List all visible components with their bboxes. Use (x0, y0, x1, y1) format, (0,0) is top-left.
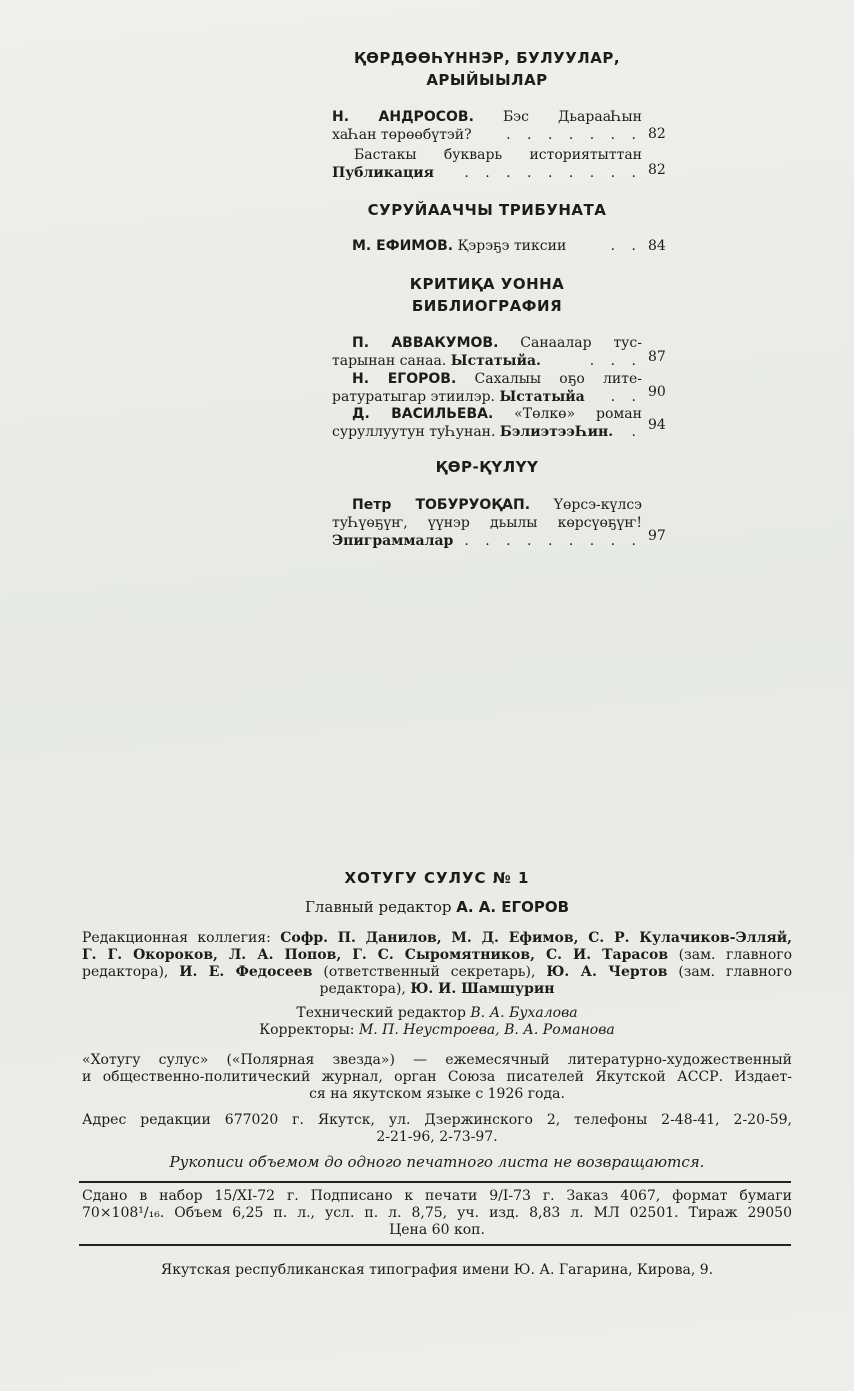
entry-title: Санаалар тус- (520, 335, 642, 351)
section-heading-2: СУРУЙААЧЧЫ ТРИБУНАТА (367, 201, 607, 219)
entry-title: «Төлкө» роман (514, 406, 642, 422)
entry-title: Үөрсэ-күлсэ (553, 497, 643, 513)
print-line: Сдано в набор 15/XI-72 г. Подписано к печати 9/I-73 г. Заказ 4067, формат бумаги (82, 1188, 792, 1204)
section-heading-4: ҚӨР-ҚҮЛҮҮ (435, 458, 539, 476)
section-heading-3-line2: БИБЛИОГРАФИЯ (411, 297, 563, 315)
entry-title-cont: хаҺан төрөөбүтэй? (332, 127, 472, 143)
tech-editor-name: В. А. Бухалова (470, 1005, 578, 1021)
entry-title-cont: туҺүөҕүҥ, үүнэр дьылы көрсүөҕүҥ! (332, 515, 642, 531)
correctors-names: М. П. Неустроева, В. А. Романова (358, 1022, 615, 1038)
address-line: Адрес редакции 677020 г. Якутск, ул. Дзержинского 2, телефоны 2-48-41, 2-20-59, (82, 1112, 792, 1128)
board-members: Г. Г. Окороков, Л. А. Попов, Г. С. Сыромятников, С. И. Тарасов (82, 947, 669, 963)
entry-genre: БэлиэтээҺин. (499, 424, 614, 440)
dot-leader: . . . (589, 353, 642, 369)
author: П. АВВАКУМОВ. (352, 335, 499, 351)
entry-genre: Эпиграммалар (332, 533, 454, 549)
entry-title: Қэрэҕэ тиксии (457, 238, 567, 254)
toc-entry-egorov (332, 370, 642, 406)
author: Д. ВАСИЛЬЕВА. (352, 406, 494, 422)
divider (79, 1181, 791, 1183)
chief-editor (82, 899, 792, 916)
author: Н. АНДРОСОВ. (332, 109, 474, 125)
printer-line: Якутская республиканская типография имени Ю. А. Гагарина, Кирова, 9. (160, 1262, 714, 1278)
author: Петр ТОБУРУОҚАП. (352, 497, 531, 513)
print-line: 70×108¹/₁₆. Объем 6,25 п. л., усл. п. л. 8,75, уч. изд. 8,83 л. МЛ 02501. Тираж 29050 (82, 1205, 792, 1221)
page-number: 97 (648, 528, 666, 544)
board-members: Софр. П. Данилов, М. Д. Ефимов, С. Р. Кулачиков-Элляй, (280, 930, 792, 946)
board-role: (ответственный секретарь), (323, 964, 536, 980)
page-number: 82 (648, 126, 666, 142)
editorial-board (82, 930, 792, 998)
toc-entry-androsov (332, 108, 642, 144)
entry-title: Сахалыы оҕо лите- (474, 371, 642, 387)
page-number: 87 (648, 349, 666, 365)
section-heading-1-line1: ҚӨРДӨӨҺҮННЭР, БУЛУУЛАР, (353, 49, 621, 67)
author: М. ЕФИМОВ. (352, 238, 454, 254)
entry-title-cont: ратуратыгар этиилэр. (332, 389, 495, 405)
manuscripts-notice: Рукописи объемом до одного печатного листа не возвращаются. (169, 1153, 705, 1171)
price: Цена 60 коп. (389, 1222, 485, 1238)
dot-leader: . (631, 424, 642, 440)
chief-editor-label: Главный редактор (304, 898, 452, 916)
section-heading-1-line2: АРЫЙЫЫЛАР (426, 71, 548, 89)
board-role: редактора), (82, 964, 169, 980)
dot-leader: . . . . . . . . . (464, 533, 642, 549)
page-number: 90 (648, 384, 666, 400)
entry-title-cont: суруллуутун туҺунан. (332, 424, 496, 440)
board-members: Ю. А. Чертов (546, 964, 668, 980)
board-members: И. Е. Федосеев (179, 964, 313, 980)
dot-leader: . . (610, 389, 642, 405)
author: Н. ЕГОРОВ. (352, 371, 457, 387)
section-heading-1 (332, 47, 642, 91)
toc-entry-avvakumov (332, 334, 642, 370)
toc-entry-toburuokap (332, 496, 642, 550)
page-number: 84 (648, 238, 666, 254)
page-number: 82 (648, 162, 666, 178)
dot-leader: . . . . . . . (506, 127, 642, 143)
entry-genre: Ыстатыйа. (450, 353, 541, 369)
journal-description (82, 1052, 792, 1103)
entry-genre: Ыстатыйа (499, 389, 585, 405)
entry-genre: Публикация (332, 165, 435, 181)
description-line: ся на якутском языке с 1926 года. (309, 1086, 565, 1102)
dot-leader: . . (610, 238, 642, 254)
address-line: 2-21-96, 2-73-97. (376, 1129, 498, 1145)
section-heading-3 (332, 273, 642, 317)
page-number: 94 (648, 417, 666, 433)
section-heading-3-line1: КРИТИҚА УОННА (409, 275, 565, 293)
dot-leader: . . . . . . . . . (464, 165, 642, 181)
entry-title: Бэс ДьарааҺын (502, 109, 643, 125)
board-role: (зам. главного (678, 964, 792, 980)
description-line: «Хотугу сулус» («Полярная звезда») — ежемесячный литературно-художественный (82, 1052, 792, 1068)
board-members: Ю. И. Шамшурин (410, 981, 555, 997)
toc-entry-vasilyeva (332, 405, 642, 441)
toc-entry-bukvar (332, 146, 642, 182)
tech-editor-label: Технический редактор (296, 1005, 466, 1021)
print-details (82, 1188, 792, 1239)
staff (82, 1005, 792, 1039)
correctors-label: Корректоры: (259, 1022, 355, 1038)
editorial-address (82, 1112, 792, 1146)
board-role: редактора), (319, 981, 406, 997)
description-line: и общественно-политический журнал, орган Союза писателей Якутской АССР. Издает- (82, 1069, 792, 1085)
toc-entry-efimov (332, 237, 642, 255)
entry-title-cont: тарынан санаа. (332, 353, 447, 369)
board-role: (зам. главного (678, 947, 793, 963)
entry-title: Бастакы букварь историятыттан (354, 147, 642, 163)
divider (79, 1244, 791, 1246)
chief-editor-name: А. А. ЕГОРОВ (456, 898, 570, 916)
board-label: Редакционная коллегия: (82, 930, 271, 946)
magazine-title: ХОТУГУ СУЛУС № 1 (344, 869, 530, 887)
